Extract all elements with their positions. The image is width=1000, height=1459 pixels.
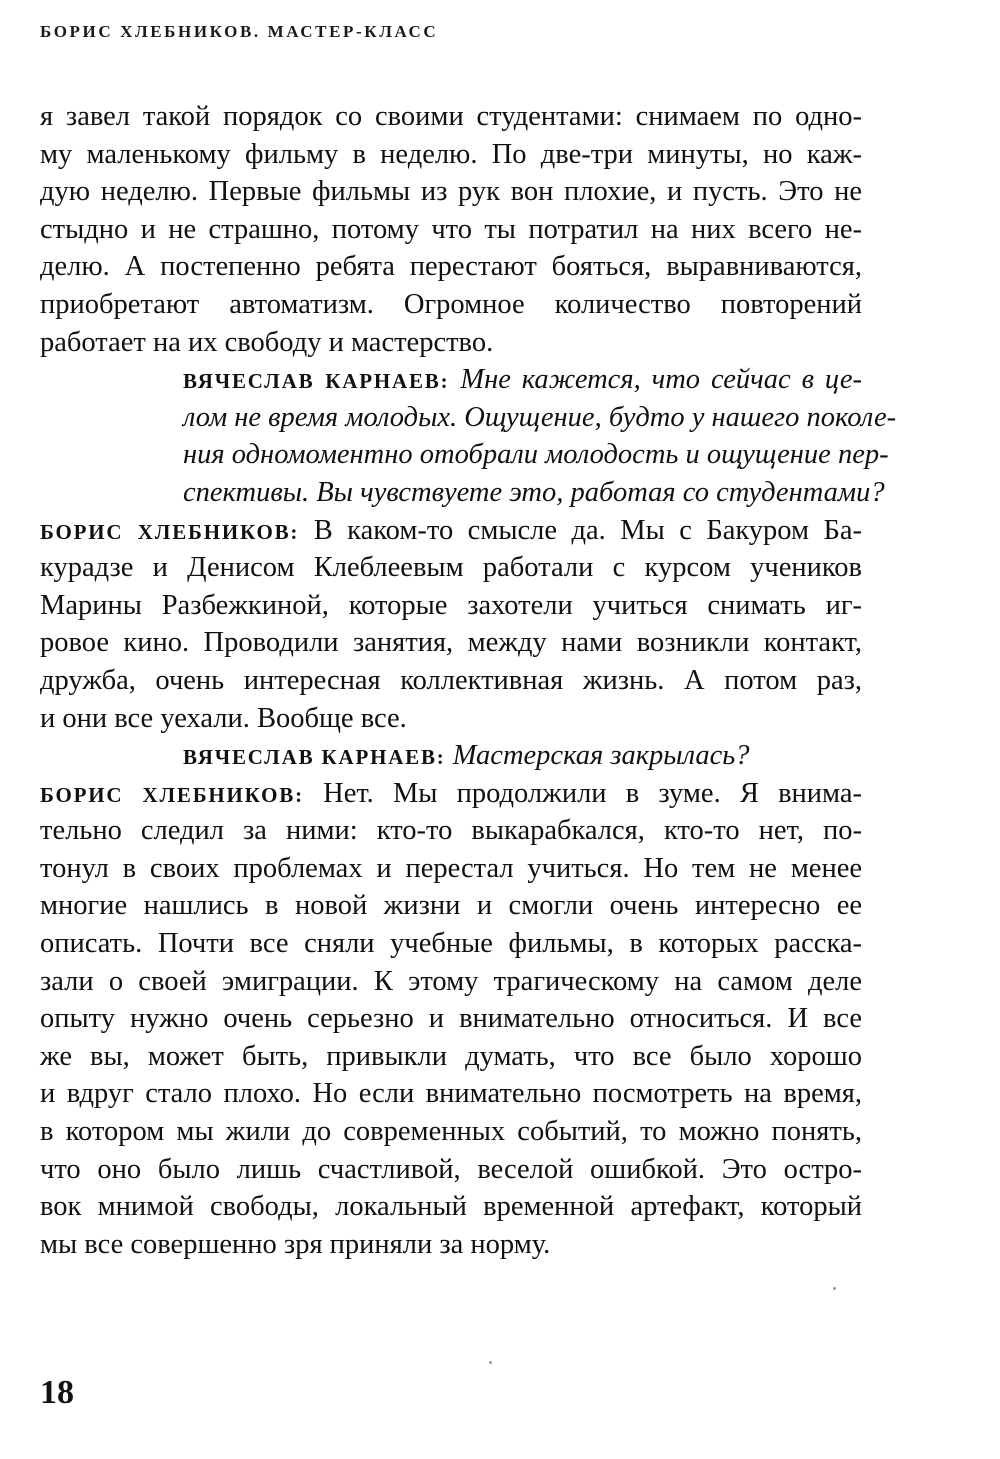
page-body bbox=[40, 98, 897, 1263]
text-line: вок мнимой свободы, локальный временной артефакт, который bbox=[40, 1191, 862, 1223]
question-line: ния одномоментно отобрали молодость и ощущение пер- bbox=[183, 439, 889, 471]
text-line: что оно было лишь счастливой, веселой ошибкой. Это остро- bbox=[40, 1153, 862, 1185]
text-line: тельно следил за ними: кто-то выкарабкался, кто-то нет, по- bbox=[40, 815, 862, 847]
text-line: дую неделю. Первые фильмы из рук вон плохие, и пусть. Это не bbox=[40, 176, 862, 208]
text-line: дружба, очень интересная коллективная жизнь. А потом раз, bbox=[40, 664, 862, 696]
text-line: работает на их свободу и мастерство. bbox=[40, 326, 494, 358]
text-line: тонул в своих проблемах и перестал учиться. Но тем не менее bbox=[40, 852, 862, 884]
text-line: же вы, может быть, привыкли думать, что все было хорошо bbox=[40, 1040, 862, 1072]
speaker-khlebnikov: БОРИС ХЛЕБНИКОВ: bbox=[40, 519, 300, 544]
text-line: приобретают автоматизм. Огромное количество повторений bbox=[40, 288, 862, 320]
text-line: опыту нужно очень серьезно и внимательно относиться. И все bbox=[40, 1003, 862, 1035]
answer-first-line bbox=[40, 512, 862, 550]
question-line: лом не время молодых. Ощущение, будто у нашего поколе- bbox=[183, 401, 897, 433]
text-line: зали о своей эмиграции. К этому трагическому на самом деле bbox=[40, 965, 862, 997]
text-line: курадзе и Денисом Клеблеевым работали с курсом учеников bbox=[40, 552, 862, 584]
text-line: делю. А постепенно ребята перестают бояться, выравниваются, bbox=[40, 251, 862, 283]
text-line: стыдно и не страшно, потому что ты потратил на них всего не- bbox=[40, 213, 862, 245]
interviewer-question-first-line bbox=[40, 361, 862, 399]
running-head: БОРИС ХЛЕБНИКОВ. МАСТЕР-КЛАСС bbox=[40, 22, 439, 41]
text-line: и они все уехали. Вообще все. bbox=[40, 702, 407, 734]
text-line: Марины Разбежкиной, которые захотели учиться снимать иг- bbox=[40, 589, 862, 621]
question-line: спективы. Вы чувствуете это, работая со студентами? bbox=[183, 476, 885, 508]
question-text: Мастерская закрылась? bbox=[452, 740, 750, 772]
print-speck bbox=[489, 1361, 492, 1364]
question-text: Мне кажется, что сейчас в це- bbox=[460, 364, 863, 396]
interviewer-question-first-line bbox=[40, 737, 862, 775]
speaker-khlebnikov: БОРИС ХЛЕБНИКОВ: bbox=[40, 782, 304, 807]
print-speck bbox=[833, 1287, 836, 1290]
text-line: многие нашлись в новой жизни и смогли очень интересно ее bbox=[40, 890, 862, 922]
answer-first-line bbox=[40, 775, 862, 813]
text-line: ровое кино. Проводили занятия, между нами возникли контакт, bbox=[40, 627, 862, 659]
page-number: 18 bbox=[40, 1374, 74, 1411]
speaker-karnaev: ВЯЧЕСЛАВ КАРНАЕВ: bbox=[183, 369, 450, 394]
text-line: му маленькому фильму в неделю. По две-три минуты, но каж- bbox=[40, 138, 862, 170]
answer-text: В каком-то смысле да. Мы с Бакуром Ба- bbox=[313, 514, 863, 546]
text-line: в котором мы жили до современных событий, то можно понять, bbox=[40, 1116, 862, 1148]
answer-text: Нет. Мы продолжили в зуме. Я внима- bbox=[323, 777, 863, 809]
text-line: я завел такой порядок со своими студентами: снимаем по одно- bbox=[40, 101, 862, 132]
speaker-karnaev: ВЯЧЕСЛАВ КАРНАЕВ: bbox=[183, 745, 446, 770]
text-line: и вдруг стало плохо. Но если внимательно посмотреть на время, bbox=[40, 1078, 862, 1110]
text-line: мы все совершенно зря приняли за норму. bbox=[40, 1228, 551, 1260]
text-line: описать. Почти все сняли учебные фильмы, в которых расска- bbox=[40, 928, 862, 960]
